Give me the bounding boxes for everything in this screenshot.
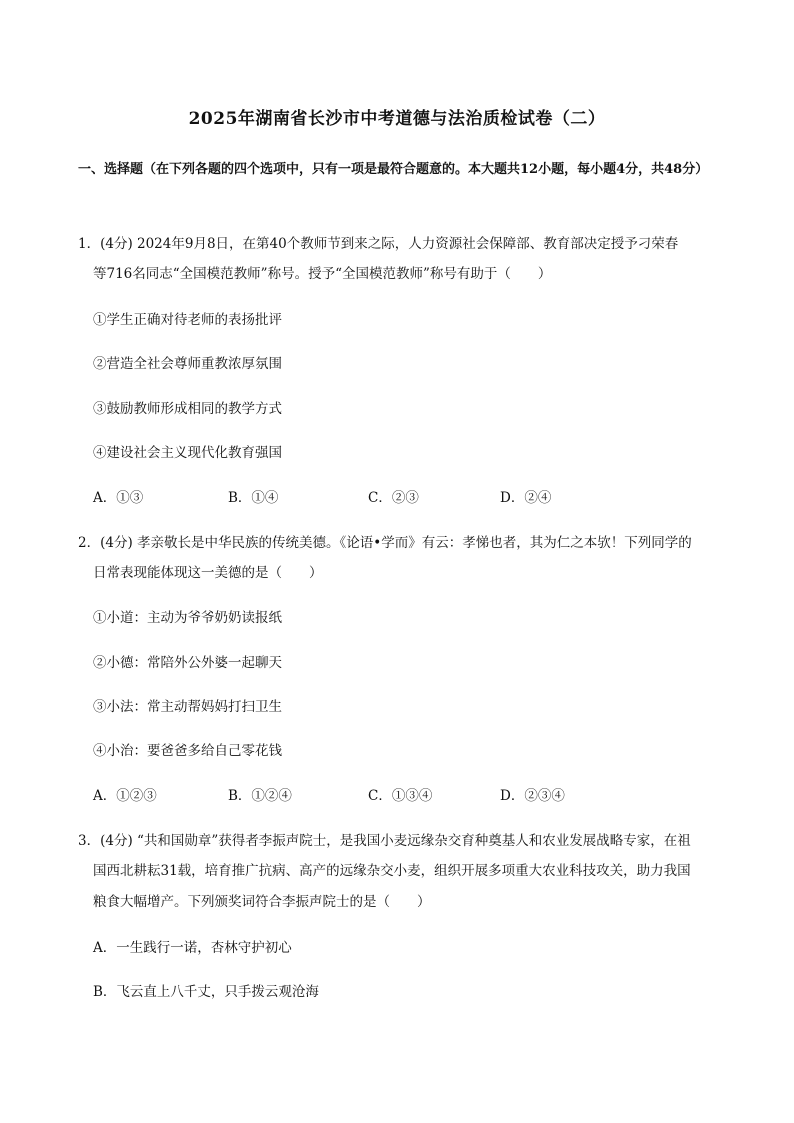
question-3-option-a[interactable]: A．一生践行一诺，杏林守护初心 [93, 940, 292, 956]
question-3-option-b[interactable]: B．飞云直上八千丈，只手拨云观沧海 [93, 984, 319, 1000]
question-1-text-line-1: 1．(4分) 2024年9月8日，在第40个教师节到来之际，人力资源社会保障部、教育部决定授予刁荣春 [78, 236, 679, 252]
question-1-choice-d[interactable]: D．②④ [500, 490, 552, 506]
question-2-text-line-2: 日常表现能体现这一美德的是（ ） [93, 565, 323, 581]
question-1-choice-a[interactable]: A．①③ [93, 490, 144, 506]
question-1-choice-b[interactable]: B．①④ [228, 490, 279, 506]
question-2-statement-1: ①小道：主动为爷爷奶奶读报纸 [93, 610, 282, 626]
section-heading: 一、选择题（在下列各题的四个选项中，只有一项是最符合题意的。本大题共12小题，每小题4分，共48分） [78, 162, 709, 177]
question-2-choice-c[interactable]: C．①③④ [368, 788, 433, 804]
question-3-text-line-1: 3．(4分) “共和国勋章”获得者李振声院士，是我国小麦远缘杂交育种奠基人和农业发展战略专家，在祖 [78, 833, 691, 849]
question-1-statement-1: ①学生正确对待老师的表扬批评 [93, 312, 282, 328]
question-2-choice-a[interactable]: A．①②③ [93, 788, 157, 804]
question-1-statement-4: ④建设社会主义现代化教育强国 [93, 445, 282, 461]
question-2-text-line-1: 2．(4分) 孝亲敬长是中华民族的传统美德。《论语•学而》有云：孝悌也者，其为仁之本欤！下列同学的 [78, 535, 692, 551]
exam-title: 2025年湖南省长沙市中考道德与法治质检试卷（二） [188, 109, 606, 129]
question-3-text-line-2: 国西北耕耘31载，培育推广抗病、高产的远缘杂交小麦，组织开展多项重大农业科技攻关，助力我国 [93, 863, 691, 879]
question-1-statement-3: ③鼓励教师形成相同的教学方式 [93, 401, 282, 417]
question-2-choice-d[interactable]: D．②③④ [500, 788, 565, 804]
question-2-statement-4: ④小治：要爸爸多给自己零花钱 [93, 743, 282, 759]
question-1-choice-c[interactable]: C．②③ [368, 490, 419, 506]
question-1-text-line-2: 等716名同志“全国模范教师”称号。授予“全国模范教师”称号有助于（ ） [93, 266, 552, 282]
question-2-statement-2: ②小德：常陪外公外婆一起聊天 [93, 655, 282, 671]
question-3-text-line-3: 粮食大幅增产。下列颁奖词符合李振声院士的是（ ） [93, 894, 431, 910]
question-2-statement-3: ③小法：常主动帮妈妈打扫卫生 [93, 699, 282, 715]
question-1-statement-2: ②营造全社会尊师重教浓厚氛围 [93, 356, 282, 372]
question-2-choice-b[interactable]: B．①②④ [228, 788, 292, 804]
